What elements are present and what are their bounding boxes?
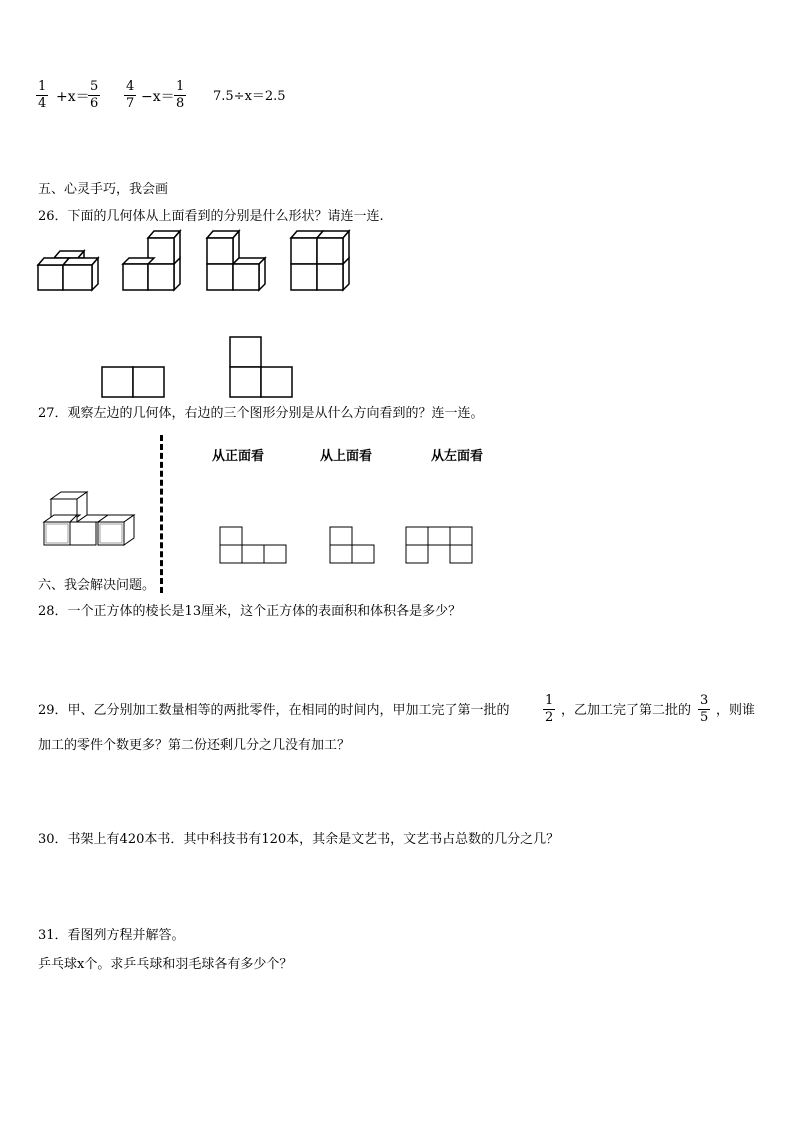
label-left-view: 从左面看 (431, 449, 484, 464)
question-30: 30．书架上有420本书．其中科技书有120本，其余是文艺书，文艺书占总数的几分之几？ (38, 832, 560, 847)
question-28: 28．一个正方体的棱长是13厘米，这个正方体的表面积和体积各是多少？ (38, 604, 462, 619)
equation-2-operator: −x＝ (141, 89, 175, 105)
question-27: 27．观察左边的几何体，右边的三个图形分别是从什么方向看到的？连一连。 (38, 406, 484, 421)
section-6-title: 六、我会解决问题。 (38, 578, 156, 593)
equation-3: 7.5÷x＝2.5 (213, 89, 286, 104)
equation-1-operator: +x＝ (56, 89, 90, 105)
question-31-line2: 乒乓球x个。求乒乓球和羽毛球各有多少个？ (38, 957, 293, 972)
fraction-1-2: $\frac{1}{2}$ (545, 693, 554, 725)
fraction-1-4: $\frac{1}{4}$ (38, 79, 47, 111)
question-26: 26．下面的几何体从上面看到的分别是什么形状？请连一连. (38, 209, 384, 224)
question-29-part2: ，乙加工完了第二批的 (561, 703, 692, 718)
view-shape-2 (330, 527, 374, 563)
fraction-4-7: $\frac{4}{7}$ (126, 79, 135, 111)
fraction-1-8: $\frac{1}{8}$ (176, 79, 185, 111)
fraction-5-6: $\frac{5}{6}$ (90, 79, 99, 111)
question-29-part3: ，则谁 (716, 703, 756, 718)
view-shape-3 (406, 527, 472, 563)
view-shape-1 (220, 527, 286, 563)
section-5-title: 五、心灵手巧，我会画 (38, 182, 169, 197)
fraction-3-5: $\frac{3}{5}$ (700, 693, 709, 725)
label-top-view: 从上面看 (320, 449, 373, 464)
question-29-line2: 加工的零件个数更多？第二份还剩几分之几没有加工？ (38, 738, 351, 753)
question-31: 31．看图列方程并解答。 (38, 928, 185, 943)
label-front-view: 从正面看 (212, 449, 265, 464)
question-29-part1: 29．甲、乙分别加工数量相等的两批零件，在相同的时间内，甲加工完了第一批的 (38, 703, 510, 718)
